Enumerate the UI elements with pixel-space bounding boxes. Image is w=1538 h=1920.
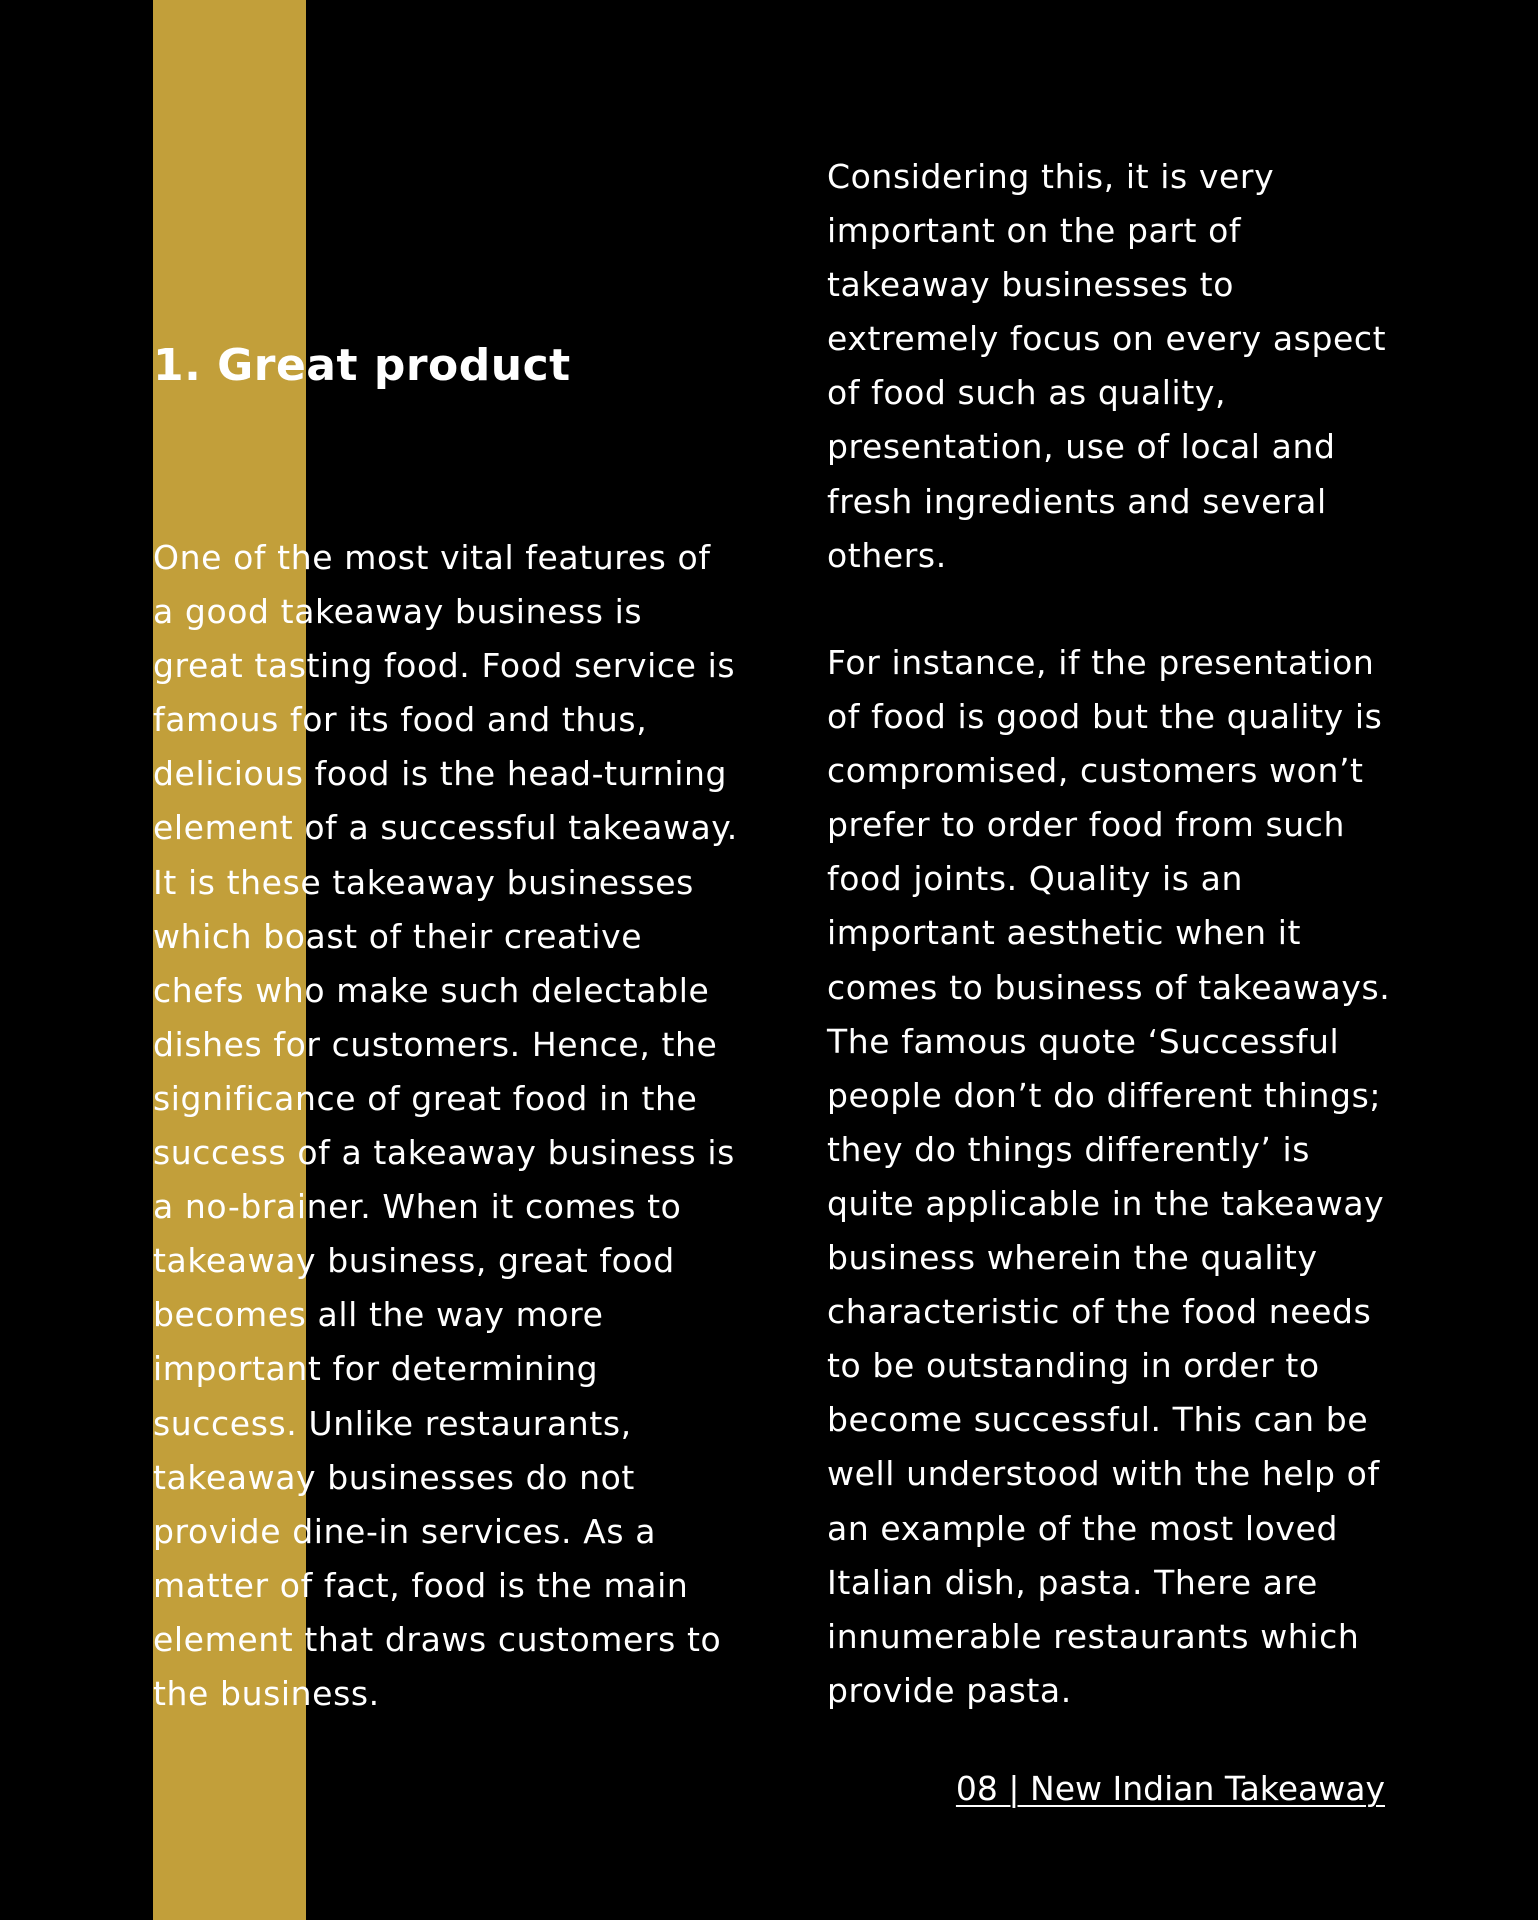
text-line: extremely focus on every aspect [827,319,1387,359]
text-line: a no-brainer. When it comes to [153,1187,682,1227]
text-line: to be outstanding in order to [827,1346,1320,1386]
text-line: characteristic of the food needs [827,1292,1372,1332]
text-line: success of a takeaway business is [153,1133,735,1173]
right-paragraph-2 [827,636,1390,1718]
text-line: people don’t do different things; [827,1075,1382,1115]
text-line: One of the most vital features of [153,538,711,577]
text-line: comes to business of takeaways. [827,967,1391,1007]
text-line: great tasting food. Food service is [153,646,736,686]
text-line: significance of great food in the [153,1078,698,1118]
text-line: dishes for customers. Hence, the [153,1024,718,1064]
text-line: the business. [153,1673,380,1713]
text-line: It is these takeaway businesses [153,862,694,902]
text-line: provide dine-in services. As a [153,1511,657,1551]
text-line: fresh ingredients and several [827,481,1327,521]
text-line: prefer to order food from such [827,805,1346,845]
text-line: which boast of their creative [153,916,643,956]
text-line: important aesthetic when it [827,913,1302,953]
text-line: element of a successful takeaway. [153,808,738,848]
text-line: compromised, customers won’t [827,751,1364,791]
right-paragraph-1 [827,150,1386,583]
text-line: business wherein the quality [827,1238,1318,1278]
text-line: presentation, use of local and [827,427,1336,467]
text-line: important on the part of [827,211,1242,251]
text-line: Considering this, it is very [827,157,1275,196]
text-line: important for determining [153,1349,599,1389]
text-line: innumerable restaurants which [827,1616,1360,1656]
text-line: chefs who make such delectable [153,970,710,1010]
text-line: takeaway businesses do not [153,1457,635,1497]
text-line: takeaway business, great food [153,1241,675,1281]
section-heading: 1. Great product [153,340,571,391]
text-line: well understood with the help of [827,1454,1380,1494]
text-line: of food is good but the quality is [827,697,1383,737]
text-line: famous for its food and thus, [153,700,648,740]
left-column-text [153,531,738,1721]
text-line: they do things differently’ is [827,1129,1311,1169]
text-line: matter of fact, food is the main [153,1565,689,1605]
text-line: food joints. Quality is an [827,859,1243,899]
text-line: element that draws customers to [153,1619,722,1659]
text-line: a good takeaway business is [153,592,643,632]
text-line: takeaway businesses to [827,265,1234,305]
text-line: quite applicable in the takeaway [827,1183,1385,1223]
text-line: become successful. This can be [827,1400,1369,1440]
text-line: others. [827,535,947,575]
text-line: becomes all the way more [153,1295,604,1335]
text-line: an example of the most loved [827,1508,1338,1548]
page-footer: 08 | New Indian Takeaway [955,1769,1385,1808]
text-line: of food such as quality, [827,373,1227,413]
text-line: Italian dish, pasta. There are [827,1562,1318,1602]
text-line: provide pasta. [827,1670,1072,1710]
text-line: success. Unlike restaurants, [153,1403,632,1443]
text-line: For instance, if the presentation [827,643,1375,682]
text-line: delicious food is the head-turning [153,754,728,794]
text-line: The famous quote ‘Successful [827,1021,1340,1061]
